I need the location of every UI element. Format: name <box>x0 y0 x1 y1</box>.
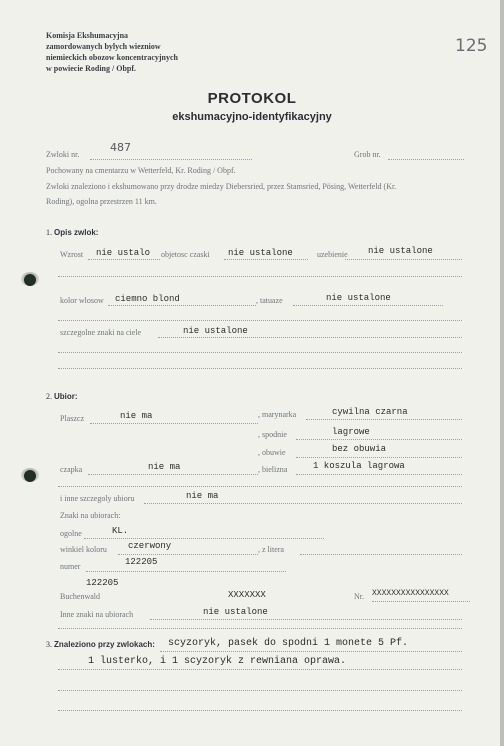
nr-label: Nr. <box>354 592 364 601</box>
special-marks-line <box>158 337 462 338</box>
cap-label: czapka <box>60 465 83 474</box>
blank-line <box>58 710 462 711</box>
general-marks-line <box>84 538 324 539</box>
coat-label: Plaszcz <box>60 414 84 423</box>
commission-header <box>46 30 178 74</box>
coat-line <box>90 423 258 424</box>
teeth-value: nie ustalone <box>368 246 433 256</box>
section-1-heading <box>46 228 98 237</box>
commission-line: zamordowanych bylych wiezniow <box>46 42 161 51</box>
special-marks-value: nie ustalone <box>183 326 248 336</box>
commission-line: Komisja Ekshumacyjna <box>46 31 129 40</box>
triangle-color-value: czerwony <box>128 541 172 551</box>
found-location-text-cont: Roding), ogolna przestrzen 11 km. <box>46 197 157 206</box>
underwear-value: 1 koszula lagrowa <box>313 461 405 471</box>
nr-struck-value: XXXXXXXXXXXXXXXX <box>372 589 449 598</box>
section-number: 2. <box>46 392 52 401</box>
remains-number-label: Zwloki nr. <box>46 150 80 159</box>
remains-number-value: 487 <box>110 141 131 154</box>
section-2-heading <box>46 392 78 401</box>
other-clothing-label: i inne szczegoly ubioru <box>60 494 135 503</box>
punch-hole-shadow <box>21 272 39 286</box>
camp-number-value: 122205 <box>86 578 119 588</box>
blank-line <box>58 320 462 321</box>
blank-line <box>58 276 462 277</box>
underwear-line <box>296 474 462 475</box>
section-title: Ubior: <box>54 392 78 401</box>
general-marks-label: ogolne <box>60 529 82 538</box>
shoes-label: , obuwie <box>258 448 286 457</box>
teeth-label: uzebienie <box>317 250 348 259</box>
cap-line <box>88 474 258 475</box>
tattoo-label: , tatuaze <box>256 296 283 305</box>
skull-value: nie ustalone <box>228 248 293 258</box>
clothing-marks-heading: Znaki na ubiorach: <box>60 511 121 520</box>
teeth-line <box>345 259 462 260</box>
height-label: Wzrost <box>60 250 84 259</box>
shoes-line <box>296 457 462 458</box>
other-marks-line <box>150 619 462 620</box>
jacket-value: cywilna czarna <box>332 407 408 417</box>
found-items-underline <box>160 651 462 652</box>
jacket-label: , marynarka <box>258 410 297 419</box>
triangle-color-line <box>118 554 258 555</box>
jacket-line <box>306 419 462 420</box>
trousers-value: lagrowe <box>332 427 370 437</box>
other-marks-value: nie ustalone <box>203 607 268 617</box>
hair-color-label: kolor wlosow <box>60 296 104 305</box>
camp-struck-value: XXXXXXX <box>228 590 266 600</box>
cap-value: nie ma <box>148 462 181 472</box>
burial-place-text: Pochowany na cmentarzu w Wetterfeld, Kr. Roding / Obpf. <box>46 166 236 175</box>
coat-value: nie ma <box>120 411 153 421</box>
found-items-line-1: scyzoryk, pasek do spodni 1 monete 5 Pf. <box>168 638 409 649</box>
grave-number-line <box>388 159 464 160</box>
camp-label: Buchenwald <box>60 592 100 601</box>
underwear-label: , bielizna <box>258 465 288 474</box>
blank-line <box>58 352 462 353</box>
section-3-heading <box>46 640 155 649</box>
page-number: 125 <box>455 36 488 56</box>
letter-line <box>300 554 462 555</box>
height-line <box>88 259 160 260</box>
grave-number-label: Grob nr. <box>354 150 381 159</box>
skull-label: objetosc czaski <box>161 250 210 259</box>
punch-hole-shadow <box>21 468 39 482</box>
trousers-line <box>296 439 462 440</box>
hair-color-line <box>108 305 256 306</box>
height-value: nie ustalo <box>96 248 151 258</box>
other-clothing-value: nie ma <box>186 491 219 501</box>
tattoo-value: nie ustalone <box>326 293 391 303</box>
commission-line: niemieckich obozow koncentracyjnych <box>46 53 178 62</box>
number-label: numer <box>60 562 81 571</box>
document-subtitle: ekshumacyjno-identyfikacyjny <box>172 111 332 123</box>
remains-number-line <box>90 159 252 160</box>
found-location-text: Zwloki znaleziono i ekshumowano przy drodze miedzy Diebersried, przez Stamsried, Pösing, Wetterfeld (Kr. <box>46 182 397 191</box>
shoes-value: bez obuwia <box>332 444 387 454</box>
number-line <box>86 571 286 572</box>
section-number: 3. <box>46 640 52 649</box>
commission-line: w powiecie Roding / Obpf. <box>46 64 137 73</box>
blank-line <box>58 690 462 691</box>
hair-color-value: ciemno blond <box>115 294 180 304</box>
trousers-label: , spodnie <box>258 430 287 439</box>
found-items-line-2: 1 lusterko, i 1 scyzoryk z rewniana oprawa. <box>88 656 347 667</box>
section-title: Opis zwlok: <box>54 228 99 237</box>
tattoo-line <box>293 305 443 306</box>
special-marks-label: szczegolne znaki na ciele <box>60 328 142 337</box>
nr-line <box>372 601 470 602</box>
other-marks-label: Inne znaki na ubiorach <box>60 610 134 619</box>
document-title: PROTOKOL <box>207 90 297 107</box>
blank-line <box>58 669 462 670</box>
blank-line <box>58 628 462 629</box>
blank-line <box>58 368 462 369</box>
number-value: 122205 <box>125 557 158 567</box>
other-clothing-line <box>144 503 462 504</box>
section-title: Znaleziono przy zwlokach: <box>54 640 155 649</box>
blank-line <box>58 486 462 487</box>
triangle-color-label: winkiel koloru <box>60 545 107 554</box>
letter-label: , z litera <box>258 545 284 554</box>
section-number: 1. <box>46 228 52 237</box>
skull-line <box>224 259 308 260</box>
general-marks-value: KL. <box>112 526 129 536</box>
